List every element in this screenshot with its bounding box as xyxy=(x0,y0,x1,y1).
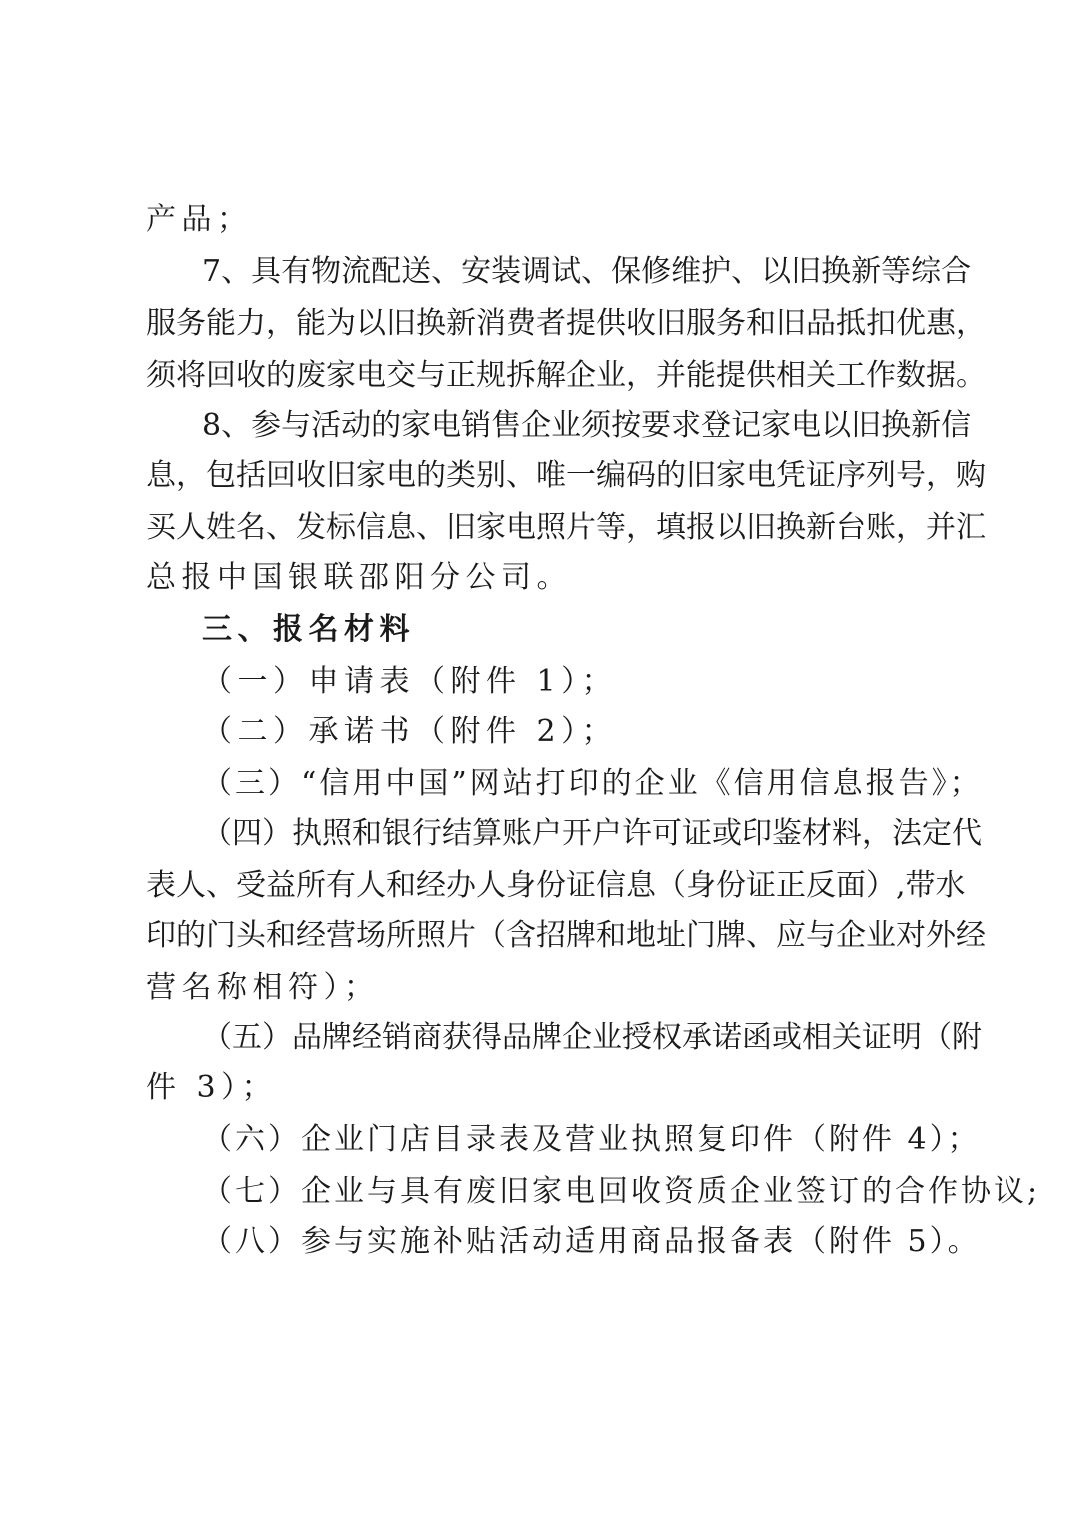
list-item: （一）申请表（附件 1）； xyxy=(202,664,618,699)
text-line: 表人、受益所有人和经办人身份证信息（身份证正反面）,带水 xyxy=(146,868,966,903)
text-line: 买人姓名、发标信息、旧家电照片等，填报以旧换新台账，并汇 xyxy=(146,510,986,545)
text-line: 总报中国银联邵阳分公司。 xyxy=(146,560,572,595)
text-line: 8、参与活动的家电销售企业须按要求登记家电以旧换新信 xyxy=(202,408,972,443)
text-line: 印的门头和经营场所照片（含招牌和地址门牌、应与企业对外经 xyxy=(146,918,986,953)
text-line: 产品； xyxy=(146,202,253,237)
section-heading: 三、报名材料 xyxy=(202,612,415,647)
list-item: （五）品牌经销商获得品牌企业授权承诺函或相关证明（附 xyxy=(202,1020,982,1055)
list-item: （二）承诺书（附件 2）； xyxy=(202,714,618,749)
text-line: 须将回收的废家电交与正规拆解企业，并能提供相关工作数据。 xyxy=(146,358,986,393)
list-item: （四）执照和银行结算账户开户许可证或印鉴材料，法定代 xyxy=(202,816,982,851)
text-line: 营名称相符）； xyxy=(146,970,380,1005)
list-item: （六）企业门店目录表及营业执照复印件（附件 4）； xyxy=(202,1122,981,1157)
list-item: （八）参与实施补贴活动适用商品报备表（附件 5）。 xyxy=(202,1224,981,1259)
text-line: 服务能力，能为以旧换新消费者提供收旧服务和旧品抵扣优惠， xyxy=(146,306,986,341)
text-line: 7、具有物流配送、安装调试、保修维护、以旧换新等综合 xyxy=(202,254,972,289)
text-line: 息，包括回收旧家电的类别、唯一编码的旧家电凭证序列号，购 xyxy=(146,458,986,493)
list-item: （七）企业与具有废旧家电回收资质企业签订的合作协议; xyxy=(202,1174,1041,1209)
text-line: 件 3）； xyxy=(146,1070,278,1105)
list-item: （三）“信用中国”网站打印的企业《信用信息报告》； xyxy=(202,766,983,801)
